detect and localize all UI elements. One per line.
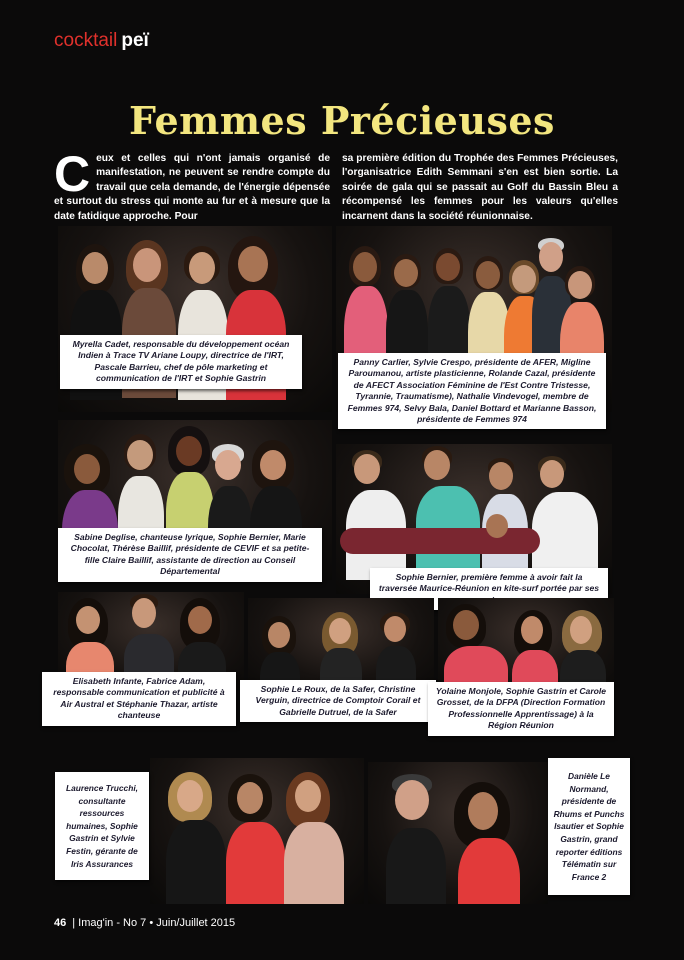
caption-4: Sophie Bernier, première femme à avoir fait la traversée Maurice-Réunion en kite-surf portée par ses (370, 568, 608, 610)
photo-9 (368, 762, 548, 904)
caption-3: Sabine Deglise, chanteuse lyrique, Sophie Bernier, Marie Chocolat, Thérèse Baillif, présidente de CEVIF et sa petite-fille Claire Baillif, assistante de direction au Conseil Départemental (58, 528, 322, 582)
caption-6: Sophie Le Roux, de la Safer, Christine Verguin, directrice de Comptoir Corail et Gabrielle Dutruel, de la Safer (240, 680, 436, 722)
caption-8: Laurence Trucchi, consultante ressources humaines, Sophie Gastrin et Sylvie Festin, gérante de Iris Assurances (55, 772, 149, 880)
issue-info: | Imag'in - No 7 • Juin/Juillet 2015 (72, 917, 236, 929)
caption-7: Yolaine Monjole, Sophie Gastrin et Carole Grosset, de la DFPA (Direction Formation Professionnelle Apprentissage) à la Région Réunion (428, 682, 614, 736)
photo-7 (438, 598, 614, 694)
section-tag-part2: peï (121, 30, 149, 51)
intro-text (54, 146, 618, 222)
caption-1: Myrella Cadet, responsable du développement océan Indien à Trace TV Ariane Loupy, directrice de l'IRT, Pascale Barrieu, chef de pôle marketing et communication de l'IRT et Sophie Gastrin (60, 335, 302, 389)
intro-column-2: sa première édition du Trophée des Femmes Précieuses, l'organisatrice Edith Semmani s'en est bien sortie. La soirée de gala qui se passait au Golf du Bassin Bleu a récompensé les femmes pour les valeurs qu'elles incarnent dans la société réunionnaise. (342, 153, 618, 222)
caption-2: Panny Carlier, Sylvie Crespo, présidente de AFER, Migline Paroumanou, artiste plasticienne, Rolande Cazal, présidente de AFECT Association Féminine de l'Est Contre Tristesse, Tyrannie, Traumatisme), Nathalie Vindevogel, membre de Femmes 974, Selvy Bala, Daniel Bottard et Marianne Basson, présidente de Femmes 974 (338, 353, 606, 429)
section-tag-part1: cocktail (54, 30, 118, 51)
section-tag (54, 30, 149, 52)
caption-5: Elisabeth Infante, Fabrice Adam, responsable communication et publicité à Air Austral et Stéphanie Thazar, artiste chanteuse (42, 672, 236, 726)
page-number: 46 (54, 917, 67, 929)
page-footer (54, 917, 235, 929)
photo-6 (248, 598, 434, 688)
drop-cap: C (54, 146, 91, 202)
caption-9: Danièle Le Normand, présidente de Rhums et Punchs Isautier et Sophie Gastrin, grand reporter éditions Télématin sur France 2 (548, 758, 630, 895)
photo-8 (150, 758, 364, 904)
page-title: Femmes Précieuses (129, 98, 555, 143)
intro-col1-text: eux et celles qui n'ont jamais organisé de manifestation, ne peuvent se rendre compte du travail que cela demande, de l'énergie dépensée et surtout du stress qui monte au fur et à mesure que la date fatidique approche. Pour (54, 153, 330, 222)
intro-column-1 (54, 146, 330, 224)
